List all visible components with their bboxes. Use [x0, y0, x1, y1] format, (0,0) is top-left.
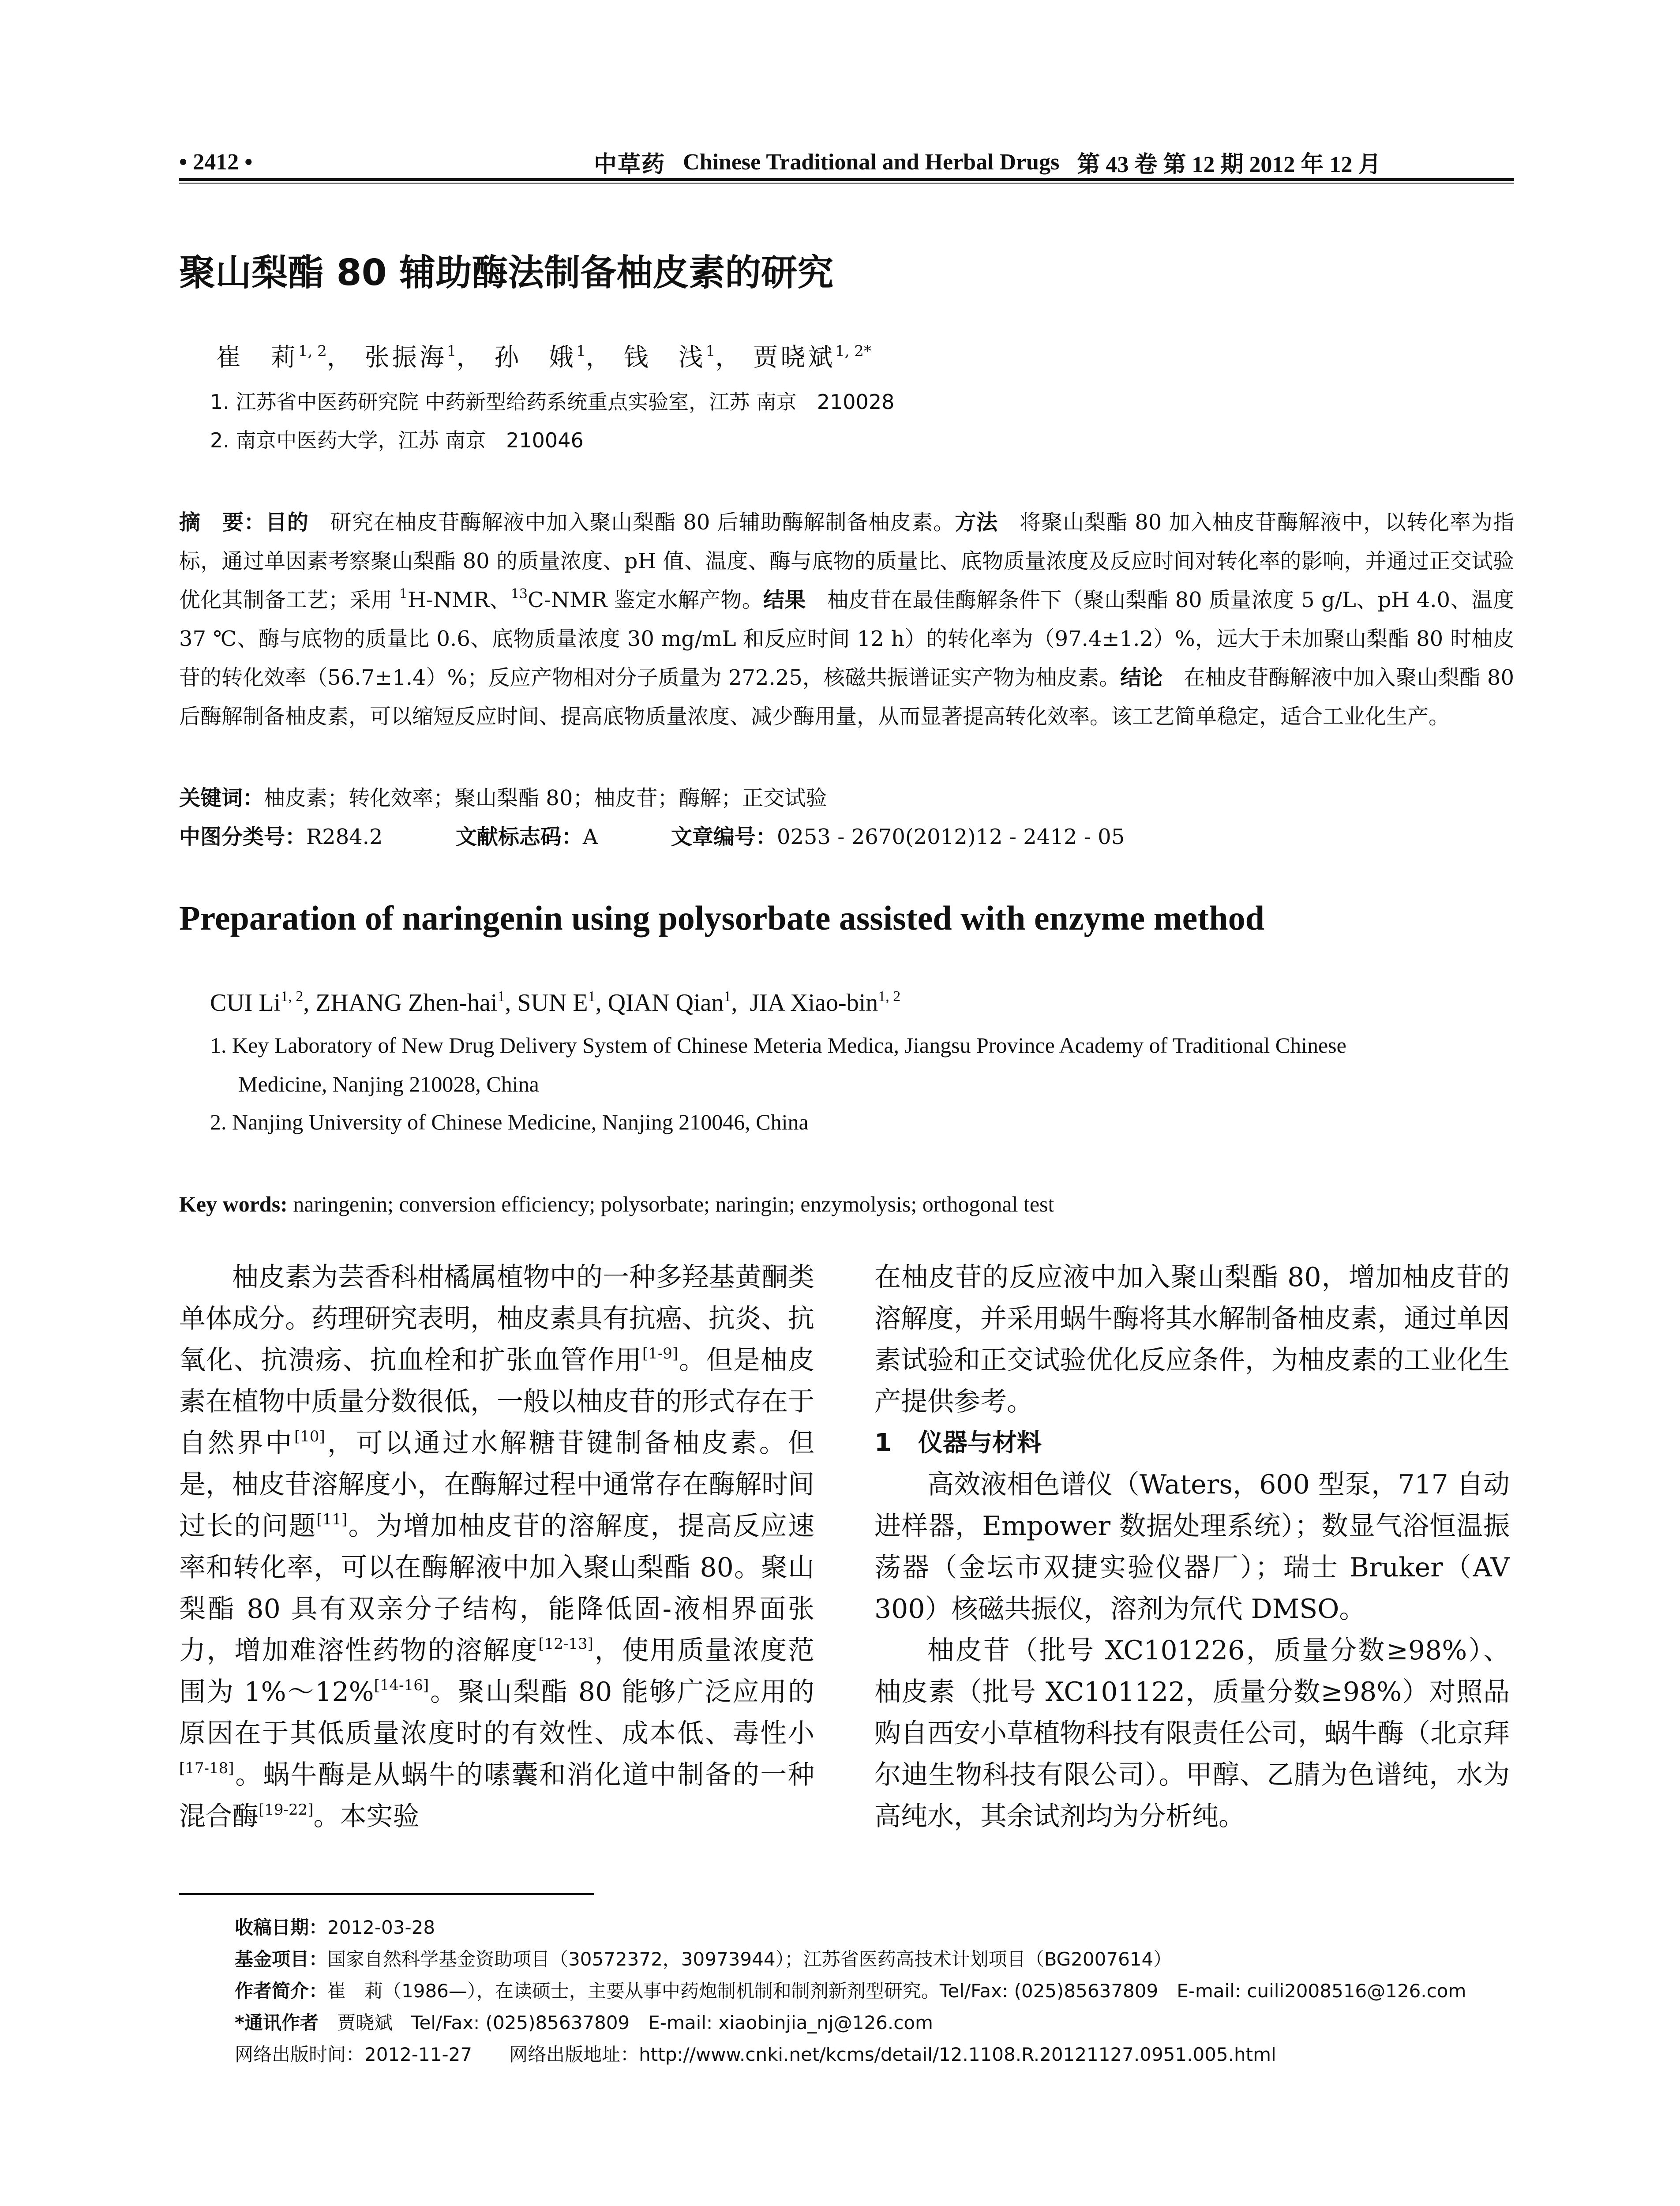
footnote-text: 崔 莉（1986—），在读硕士，主要从事中药炮制机制和制剂新剂型研究。Tel/Fax: (025)85637809 E-mail: cuili2008516@126.com [327, 1980, 1466, 2002]
footnote-online [235, 2040, 1276, 2067]
footnote-text: 2012-03-28 [327, 1917, 435, 1938]
body-paragraph: 柚皮苷（批号 XC101226，质量分数≥98%）、柚皮素（批号 XC101122，质量分数≥98%）对照品购自西安小草植物科技有限责任公司，蜗牛酶（北京拜尔迪生物科技有限公司）。甲醇、乙腈为色谱纯，水为高纯水，其余试剂均为分析纯。 [874, 1635, 1510, 1832]
footnote-label: 收稿日期： [235, 1917, 328, 1938]
footnote-label: 作者简介： [235, 1980, 328, 2002]
footnote-corresponding [235, 2008, 933, 2035]
citation-ref: [12-13] [538, 1635, 593, 1653]
doc-code-label: 文献标志码： [455, 825, 583, 849]
author-separator: , [303, 989, 316, 1017]
article-number-label: 文章编号： [671, 825, 777, 849]
author-affiliation-mark: 1, 2 [298, 342, 327, 360]
footnote-received [235, 1913, 435, 1940]
footnote-label: 网络出版时间： [235, 2044, 365, 2065]
abstract-cn [179, 503, 1514, 736]
conclusion-text: 在柚皮苷酶解液中加入聚山梨酯 80 后酶解制备柚皮素，可以缩短反应时间、提高底物质量浓度、减少酶用量，从而显著提高转化效率。该工艺简单稳定，适合工业化生产。 [179, 665, 1514, 729]
author-name: 钱 浅 [623, 343, 706, 372]
method-text-2: H-NMR、 [407, 588, 511, 612]
keywords-text: 柚皮素；转化效率；聚山梨酯 80；柚皮苷；酶解；正交试验 [264, 786, 827, 810]
citation-ref: [1-9] [642, 1345, 679, 1362]
author-affiliation-mark: 1 [705, 342, 716, 360]
author-name-en: QIAN Qian [608, 989, 724, 1017]
author-affiliation-mark: 1, 2 [281, 988, 304, 1005]
author-list-cn [216, 338, 871, 373]
citation-ref: [10] [294, 1428, 325, 1445]
footnote-rule [179, 1893, 594, 1895]
author-name-en: JIA Xiao-bin [750, 989, 878, 1017]
header-rule [179, 178, 1514, 181]
citation-ref: [19-22] [259, 1801, 314, 1819]
author-separator: ， [456, 343, 484, 372]
footnote-label: 基金项目： [235, 1948, 328, 1970]
author-separator: , [731, 989, 750, 1017]
footnote-text: 贾晓斌 Tel/Fax: (025)85637809 E-mail: xiaobinjia_nj@126.com [337, 2012, 933, 2033]
keywords-en [179, 1191, 1054, 1217]
result-label: 结果 [763, 588, 806, 612]
method-text-3: C-NMR 鉴定水解产物。 [528, 588, 764, 612]
author-separator: ， [585, 343, 613, 372]
method-text-1: 将聚山梨酯 80 加入柚皮苷酶解液中，以转化率为指标，通过单因素考察聚山梨酯 80 的质量浓度、pH 值、温度、酶与底物的质量比、底物质量浓度及反应时间对转化率的影响，并通过正交试验优化其制备工艺；采用 [179, 510, 1514, 612]
body-text: 。但是柚皮素在植物中质量分数很低，一般以柚皮苷的形式存在于自然界中 [179, 1345, 815, 1459]
keywords-en-text: naringenin; conversion efficiency; polysorbate; naringin; enzymolysis; orthogonal test [293, 1192, 1054, 1216]
journal-name-cn: 中草药 [594, 152, 666, 177]
method-superscript-1: 1 [399, 586, 408, 602]
keywords-en-label: Key words: [179, 1192, 288, 1216]
author-name: 崔 莉 [216, 343, 298, 372]
footnote-label: *通讯作者 [235, 2012, 319, 2033]
author-name: 张振海 [364, 343, 447, 372]
author-name-en: SUN E [517, 989, 588, 1017]
article-title-cn: 聚山梨酯 80 辅助酶法制备柚皮素的研究 [179, 252, 834, 294]
author-name: 孙 娥 [494, 343, 577, 372]
result-text: 柚皮苷在最佳酶解条件下（聚山梨酯 80 质量浓度 5 g/L、pH 4.0、温度 37 ℃、酶与底物的质量比 0.6、底物质量浓度 30 mg/mL 和反应时间 12 h）的转化率为（97.4±1.2）%，远大于未加聚山梨酯 80 时柚皮苷的转化效率（56.7±1.4）%；反应产物相对分子质量为 272.25，核磁共振谱证实产物为柚皮素。 [179, 588, 1514, 690]
footnote-text: 2012-11-27 [364, 2044, 472, 2065]
author-affiliation-mark: 1 [497, 988, 505, 1005]
author-name-en: ZHANG Zhen-hai [315, 989, 498, 1017]
body-paragraph: 高效液相色谱仪（Waters，600 型泵，717 自动进样器，Empower 数据处理系统）；数显气浴恒温振荡器（金坛市双捷实验仪器厂）；瑞士 Bruker（AV 300）核磁共振仪，溶剂为氘代 DMSO。 [874, 1469, 1510, 1624]
running-header [179, 142, 1503, 182]
clc-label: 中图分类号： [179, 825, 307, 849]
keywords-label: 关键词： [179, 786, 264, 810]
footnote-label: 网络出版地址： [509, 2044, 639, 2065]
affiliation-en-1-cont: Medicine, Nanjing 210028, China [238, 1072, 539, 1096]
author-affiliation-mark: 1 [724, 988, 731, 1005]
footnote-author [235, 1977, 1466, 2003]
conclusion-label: 结论 [1120, 665, 1163, 690]
clc-value: R284.2 [306, 825, 383, 849]
journal-name-en: Chinese Traditional and Herbal Drugs [683, 149, 1060, 175]
citation-ref: [14-16] [374, 1677, 429, 1694]
objective-label: 目的 [265, 510, 309, 535]
body-text: 。聚山梨酯 80 能够广泛应用的原因在于其低质量浓度时的有效性、成本低、毒性小 [179, 1677, 814, 1749]
article-title-en: Preparation of naringenin using polysorbate assisted with enzyme method [179, 899, 1264, 937]
body-column-right [874, 1257, 1510, 1837]
classification-line [179, 820, 1191, 850]
author-name-en: CUI Li [210, 989, 281, 1017]
section-number: 1 [874, 1429, 892, 1457]
author-affiliation-mark: 1 [588, 988, 596, 1005]
affiliation-cn-2: 2. 南京中医药大学，江苏 南京 210046 [210, 428, 584, 452]
author-affiliation-mark: 1, 2* [835, 342, 871, 360]
body-paragraph: 在柚皮苷的反应液中加入聚山梨酯 80，增加柚皮苷的溶解度，并采用蜗牛酶将其水解制备柚皮素，通过单因素试验和正交试验优化反应条件，为柚皮素的工业化生产提供参考。 [874, 1262, 1510, 1417]
abstract-label: 摘 要： [179, 510, 266, 535]
footnote-url: http://www.cnki.net/kcms/detail/12.1108.R.20121127.0951.005.html [639, 2044, 1276, 2065]
section-title: 仪器与材料 [918, 1429, 1042, 1457]
author-separator: ， [326, 343, 354, 372]
author-name: 贾晓斌 [753, 343, 836, 372]
body-text: ，可以通过水解糖苷键制备柚皮素。但是，柚皮苷溶解度小，在酶解过程中通常存在酶解时间过长的问题 [179, 1428, 815, 1542]
page-number: • 2412 • [179, 149, 253, 175]
article-number-value: 0253 - 2670(2012)12 - 2412 - 05 [776, 825, 1125, 849]
journal-volume: 第 43 卷 第 12 期 2012 年 12 月 [1077, 152, 1381, 177]
footnote-fund [235, 1945, 1172, 1971]
objective-text: 研究在柚皮苷酶解液中加入聚山梨酯 80 后辅助酶解制备柚皮素。 [330, 510, 955, 535]
section-heading [874, 1422, 1510, 1464]
body-text: 。蜗牛酶是从蜗牛的嗉囊和消化道中制备的一种混合酶 [179, 1760, 814, 1832]
method-label: 方法 [955, 510, 998, 535]
affiliation-en-2: 2. Nanjing University of Chinese Medicine, Nanjing 210046, China [210, 1110, 809, 1134]
author-separator: , [595, 989, 608, 1017]
footnote-text: 国家自然科学基金资助项目（30572372，30973944）；江苏省医药高技术计划项目（BG2007614） [327, 1948, 1172, 1970]
method-superscript-2: 13 [510, 586, 528, 602]
header-rule-thin [179, 183, 1514, 184]
affiliation-en-1: 1. Key Laboratory of New Drug Delivery System of Chinese Meteria Medica, Jiangsu Province Academy of Traditional Chinese [210, 1033, 1346, 1058]
author-affiliation-mark: 1, 2 [878, 988, 901, 1005]
citation-ref: [11] [316, 1511, 348, 1528]
author-separator: ， [715, 343, 743, 372]
affiliation-cn-1: 1. 江苏省中医药研究院 中药新型给药系统重点实验室，江苏 南京 210028 [210, 390, 895, 414]
citation-ref: [17-18] [179, 1760, 234, 1777]
doc-code-value: A [582, 825, 598, 849]
body-column-left [179, 1257, 814, 1837]
body-text: 柚皮素为芸香科柑橘属植物中的一种多羟基黄酮类单体成分。药理研究表明，柚皮素具有抗癌、抗炎、抗氧化、抗溃疡、抗血栓和扩张血管作用 [179, 1262, 814, 1376]
keywords-cn [179, 781, 827, 811]
body-paragraph [179, 1257, 814, 1837]
author-affiliation-mark: 1 [576, 342, 586, 360]
author-separator: , [505, 989, 518, 1017]
author-affiliation-mark: 1 [446, 342, 457, 360]
body-text: 。本实验 [313, 1801, 420, 1832]
body-text: ，使用质量浓度范围为 1%～12% [179, 1635, 814, 1707]
body-text: 。为增加柚皮苷的溶解度，提高反应速率和转化率，可以在酶解液中加入聚山梨酯 80。聚山梨酯 80 具有双亲分子结构，能降低固-液相界面张力，增加难溶性药物的溶解度 [179, 1511, 815, 1666]
author-list-en [210, 988, 900, 1017]
